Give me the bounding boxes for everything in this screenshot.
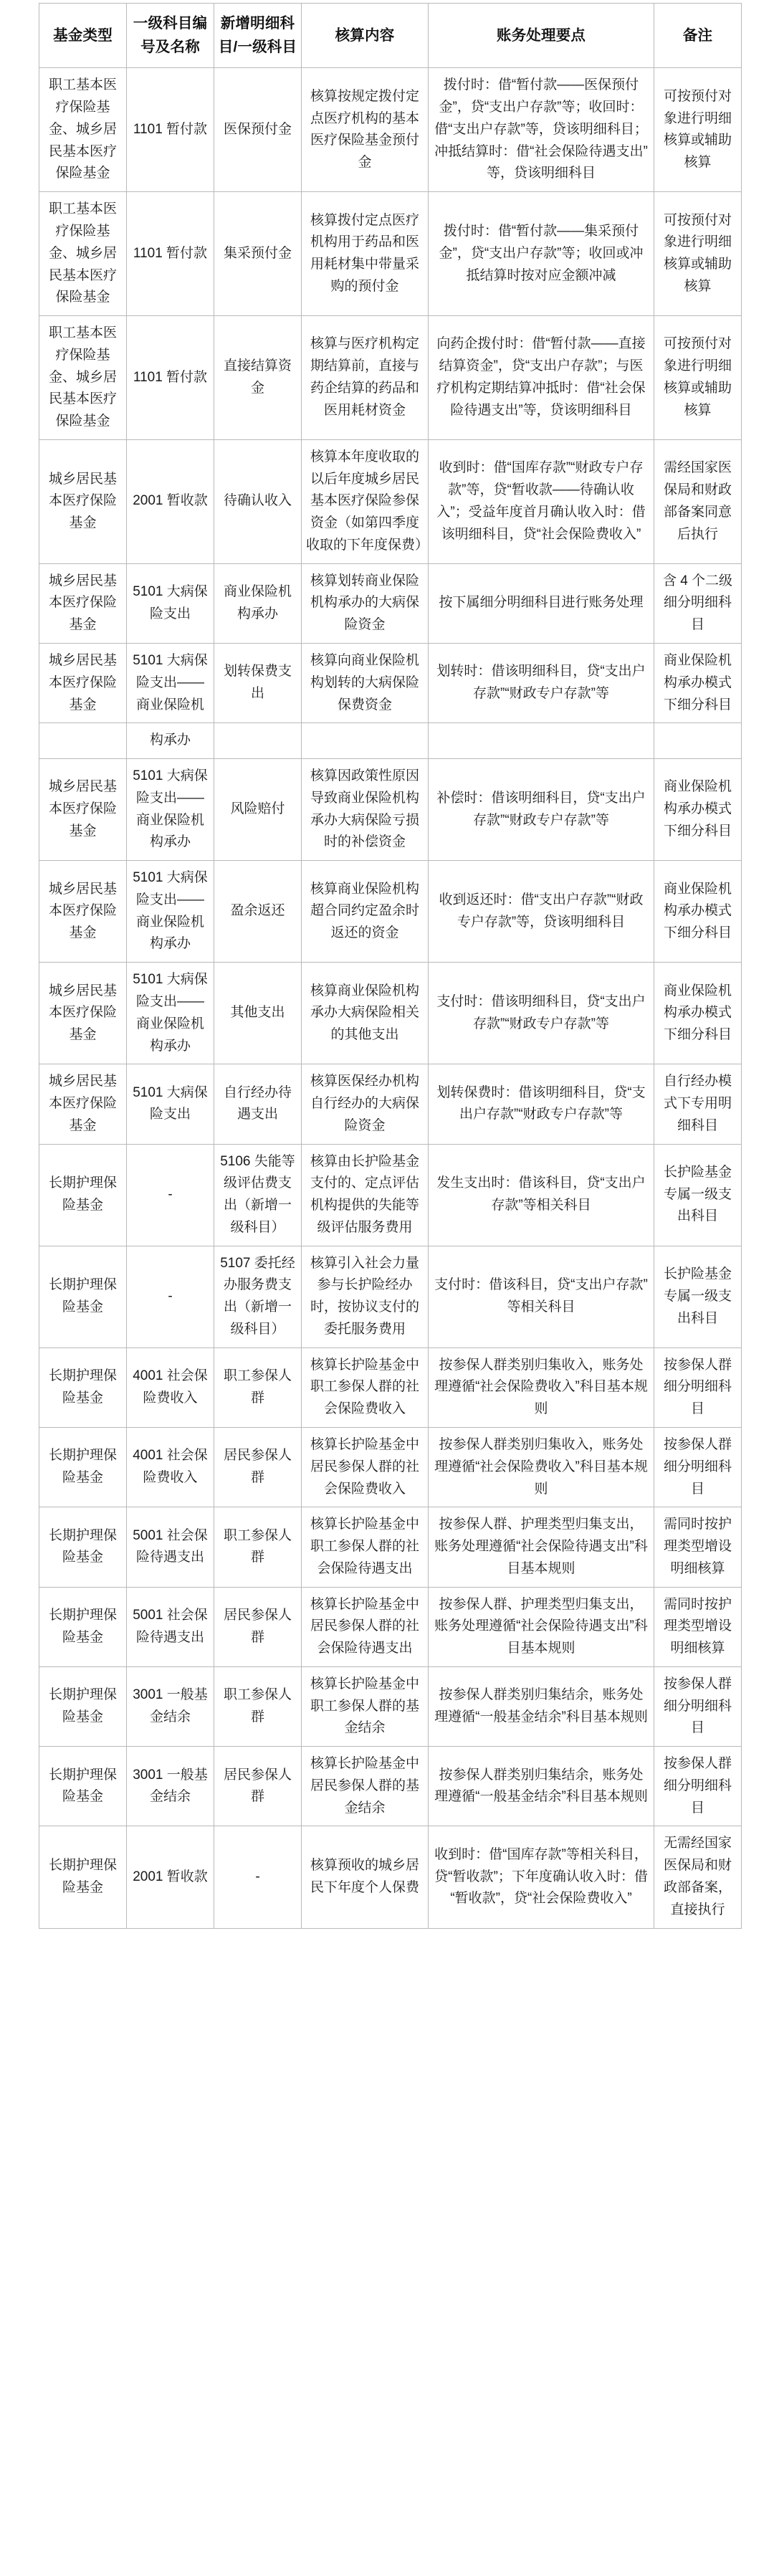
cell-points: 按参保人群类别归集结余，账务处理遵循“一般基金结余”科目基本规则 [429, 1666, 654, 1746]
cell-points: 划转保费时：借该明细科目，贷“支出户存款”“财政专户存款”等 [429, 1064, 654, 1144]
cell-content: 核算长护险基金中居民参保人群的社会保险待遇支出 [302, 1587, 429, 1666]
cell-fund-type: 城乡居民基本医疗保险基金 [39, 644, 127, 723]
cell-content: 核算长护险基金中职工参保人群的社会保险待遇支出 [302, 1507, 429, 1587]
cell-content: 核算商业保险机构超合同约定盈余时返还的资金 [302, 861, 429, 963]
cell-points: 支付时：借该明细科目，贷“支出户存款”“财政专户存款”等 [429, 963, 654, 1064]
cell-points: 按参保人群类别归集收入，账务处理遵循“社会保险费收入”科目基本规则 [429, 1347, 654, 1427]
cell-new-subject: 5106 失能等级评估费支出（新增一级科目） [214, 1144, 302, 1246]
cell-fund-type: 城乡居民基本医疗保险基金 [39, 1064, 127, 1144]
cell-fund-type: 长期护理保险基金 [39, 1666, 127, 1746]
column-header-new-subject: 新增明细科目/一级科目 [214, 4, 302, 68]
column-header-fund-type: 基金类型 [39, 4, 127, 68]
cell-points: 拨付时：借“暂付款——集采预付金”，贷“支出户存款”等；收回或冲抵结算时按对应金额冲减 [429, 192, 654, 316]
cell-new-subject: 居民参保人群 [214, 1747, 302, 1826]
cell-note: 含 4 个二级细分明细科目 [654, 563, 742, 643]
cell-note: 可按预付对象进行明细核算或辅助核算 [654, 316, 742, 440]
table-row [39, 1587, 742, 1666]
cell-new-subject: 划转保费支出 [214, 644, 302, 723]
table-row [39, 1144, 742, 1246]
cell-note: 商业保险机构承办模式下细分科目 [654, 759, 742, 861]
cell-primary-code: 构承办 [127, 723, 214, 759]
cell-points: 按参保人群类别归集结余，账务处理遵循“一般基金结余”科目基本规则 [429, 1747, 654, 1826]
cell-content: 核算商业保险机构承办大病保险相关的其他支出 [302, 963, 429, 1064]
cell-content: 核算因政策性原因导致商业保险机构承办大病保险亏损时的补偿资金 [302, 759, 429, 861]
column-header-content: 核算内容 [302, 4, 429, 68]
cell-new-subject: 其他支出 [214, 963, 302, 1064]
cell-points: 按参保人群、护理类型归集支出，账务处理遵循“社会保险待遇支出”科目基本规则 [429, 1507, 654, 1587]
cell-new-subject [214, 723, 302, 759]
cell-content: 核算医保经办机构自行经办的大病保险资金 [302, 1064, 429, 1144]
cell-points [429, 723, 654, 759]
cell-primary-code: 4001 社会保险费收入 [127, 1347, 214, 1427]
cell-content: 核算长护险基金中居民参保人群的基金结余 [302, 1747, 429, 1826]
cell-fund-type: 职工基本医疗保险基金、城乡居民基本医疗保险基金 [39, 316, 127, 440]
table-row [39, 563, 742, 643]
cell-fund-type: 长期护理保险基金 [39, 1826, 127, 1928]
cell-fund-type: 长期护理保险基金 [39, 1587, 127, 1666]
cell-new-subject: 职工参保人群 [214, 1347, 302, 1427]
cell-note: 商业保险机构承办模式下细分科目 [654, 644, 742, 723]
cell-points: 收到时：借“国库存款”“财政专户存款”等，贷“暂收款——待确认收入”；受益年度首月确认收入时：借该明细科目，贷“社会保险费收入” [429, 439, 654, 563]
table-row [39, 861, 742, 963]
table-row [39, 644, 742, 723]
cell-fund-type: 城乡居民基本医疗保险基金 [39, 439, 127, 563]
cell-points: 发生支出时：借该科目，贷“支出户存款”等相关科目 [429, 1144, 654, 1246]
table-row [39, 963, 742, 1064]
cell-note: 可按预付对象进行明细核算或辅助核算 [654, 68, 742, 192]
cell-primary-code: 3001 一般基金结余 [127, 1666, 214, 1746]
cell-fund-type: 职工基本医疗保险基金、城乡居民基本医疗保险基金 [39, 192, 127, 316]
cell-note: 需同时按护理类型增设明细核算 [654, 1587, 742, 1666]
cell-fund-type: 长期护理保险基金 [39, 1246, 127, 1347]
cell-fund-type: 城乡居民基本医疗保险基金 [39, 861, 127, 963]
table-row [39, 1347, 742, 1427]
cell-new-subject: 待确认收入 [214, 439, 302, 563]
cell-points: 补偿时：借该明细科目，贷“支出户存款”“财政专户存款”等 [429, 759, 654, 861]
cell-fund-type: 长期护理保险基金 [39, 1144, 127, 1246]
cell-content: 核算长护险基金中职工参保人群的社会保险费收入 [302, 1347, 429, 1427]
cell-fund-type: 城乡居民基本医疗保险基金 [39, 563, 127, 643]
cell-primary-code: - [127, 1246, 214, 1347]
cell-new-subject: 自行经办待遇支出 [214, 1064, 302, 1144]
column-header-points: 账务处理要点 [429, 4, 654, 68]
cell-new-subject: 居民参保人群 [214, 1427, 302, 1507]
accounting-subjects-table [39, 3, 742, 1929]
cell-fund-type: 长期护理保险基金 [39, 1507, 127, 1587]
cell-primary-code: 1101 暂付款 [127, 316, 214, 440]
cell-new-subject: 盈余返还 [214, 861, 302, 963]
cell-new-subject: 职工参保人群 [214, 1507, 302, 1587]
cell-fund-type: 长期护理保险基金 [39, 1747, 127, 1826]
cell-note: 按参保人群细分明细科目 [654, 1747, 742, 1826]
cell-note: 按参保人群细分明细科目 [654, 1666, 742, 1746]
cell-note: 需同时按护理类型增设明细核算 [654, 1507, 742, 1587]
cell-primary-code: 5101 大病保险支出——商业保险机构承办 [127, 861, 214, 963]
table-row [39, 439, 742, 563]
cell-new-subject: 集采预付金 [214, 192, 302, 316]
cell-note: 长护险基金专属一级支出科目 [654, 1144, 742, 1246]
table-row [39, 68, 742, 192]
cell-primary-code: 5101 大病保险支出——商业保险机 [127, 644, 214, 723]
cell-points: 拨付时：借“暂付款——医保预付金”，贷“支出户存款”等；收回时：借“支出户存款”等，贷该明细科目；冲抵结算时：借“社会保险待遇支出”等，贷该明细科目 [429, 68, 654, 192]
cell-fund-type: 城乡居民基本医疗保险基金 [39, 759, 127, 861]
table-body [39, 68, 742, 1928]
cell-primary-code: 5101 大病保险支出 [127, 563, 214, 643]
cell-fund-type [39, 723, 127, 759]
cell-note: 无需经国家医保局和财政部备案，直接执行 [654, 1826, 742, 1928]
cell-content: 核算预收的城乡居民下年度个人保费 [302, 1826, 429, 1928]
cell-new-subject: 职工参保人群 [214, 1666, 302, 1746]
cell-new-subject: 医保预付金 [214, 68, 302, 192]
cell-note: 按参保人群细分明细科目 [654, 1347, 742, 1427]
cell-note: 自行经办模式下专用明细科目 [654, 1064, 742, 1144]
cell-points: 向药企拨付时：借“暂付款——直接结算资金”，贷“支出户存款”；与医疗机构定期结算冲抵时：借“社会保险待遇支出”等，贷该明细科目 [429, 316, 654, 440]
cell-new-subject: 5107 委托经办服务费支出（新增一级科目） [214, 1246, 302, 1347]
table-row [39, 1427, 742, 1507]
cell-primary-code: 5101 大病保险支出——商业保险机构承办 [127, 759, 214, 861]
cell-content: 核算长护险基金中居民参保人群的社会保险费收入 [302, 1427, 429, 1507]
cell-note: 商业保险机构承办模式下细分科目 [654, 963, 742, 1064]
cell-primary-code: 1101 暂付款 [127, 68, 214, 192]
cell-primary-code: - [127, 1144, 214, 1246]
table-row [39, 316, 742, 440]
cell-points: 收到返还时：借“支出户存款”“财政专户存款”等，贷该明细科目 [429, 861, 654, 963]
cell-primary-code: 5001 社会保险待遇支出 [127, 1587, 214, 1666]
cell-primary-code: 5101 大病保险支出——商业保险机构承办 [127, 963, 214, 1064]
cell-fund-type: 城乡居民基本医疗保险基金 [39, 963, 127, 1064]
table-row [39, 759, 742, 861]
cell-fund-type: 职工基本医疗保险基金、城乡居民基本医疗保险基金 [39, 68, 127, 192]
table-row [39, 1747, 742, 1826]
cell-fund-type: 长期护理保险基金 [39, 1347, 127, 1427]
cell-primary-code: 5001 社会保险待遇支出 [127, 1507, 214, 1587]
table-row [39, 1826, 742, 1928]
cell-content: 核算划转商业保险机构承办的大病保险资金 [302, 563, 429, 643]
cell-note: 按参保人群细分明细科目 [654, 1427, 742, 1507]
cell-note [654, 723, 742, 759]
table-row [39, 723, 742, 759]
cell-points: 按参保人群、护理类型归集支出，账务处理遵循“社会保险待遇支出”科目基本规则 [429, 1587, 654, 1666]
cell-note: 商业保险机构承办模式下细分科目 [654, 861, 742, 963]
cell-content: 核算拨付定点医疗机构用于药品和医用耗材集中带量采购的预付金 [302, 192, 429, 316]
cell-primary-code: 5101 大病保险支出 [127, 1064, 214, 1144]
cell-primary-code: 2001 暂收款 [127, 1826, 214, 1928]
cell-fund-type: 长期护理保险基金 [39, 1427, 127, 1507]
table-row [39, 1507, 742, 1587]
cell-points: 收到时：借“国库存款”等相关科目，贷“暂收款”；下年度确认收入时：借“暂收款”，贷“社会保险费收入” [429, 1826, 654, 1928]
cell-primary-code: 2001 暂收款 [127, 439, 214, 563]
cell-points: 按下属细分明细科目进行账务处理 [429, 563, 654, 643]
cell-primary-code: 4001 社会保险费收入 [127, 1427, 214, 1507]
header-row [39, 4, 742, 68]
cell-primary-code: 3001 一般基金结余 [127, 1747, 214, 1826]
table-header [39, 4, 742, 68]
column-header-note: 备注 [654, 4, 742, 68]
table-row [39, 192, 742, 316]
cell-note: 需经国家医保局和财政部备案同意后执行 [654, 439, 742, 563]
cell-content: 核算按规定拨付定点医疗机构的基本医疗保险基金预付金 [302, 68, 429, 192]
cell-new-subject: 风险赔付 [214, 759, 302, 861]
cell-content: 核算由长护险基金支付的、定点评估机构提供的失能等级评估服务费用 [302, 1144, 429, 1246]
cell-primary-code: 1101 暂付款 [127, 192, 214, 316]
column-header-primary-code: 一级科目编号及名称 [127, 4, 214, 68]
table-row [39, 1064, 742, 1144]
cell-new-subject: - [214, 1826, 302, 1928]
cell-content: 核算引入社会力量参与长护险经办时，按协议支付的委托服务费用 [302, 1246, 429, 1347]
cell-note: 长护险基金专属一级支出科目 [654, 1246, 742, 1347]
cell-points: 划转时：借该明细科目，贷“支出户存款”“财政专户存款”等 [429, 644, 654, 723]
cell-content: 核算长护险基金中职工参保人群的基金结余 [302, 1666, 429, 1746]
cell-note: 可按预付对象进行明细核算或辅助核算 [654, 192, 742, 316]
cell-new-subject: 居民参保人群 [214, 1587, 302, 1666]
cell-new-subject: 商业保险机构承办 [214, 563, 302, 643]
cell-content: 核算本年度收取的以后年度城乡居民基本医疗保险参保资金（如第四季度收取的下年度保费） [302, 439, 429, 563]
cell-points: 按参保人群类别归集收入，账务处理遵循“社会保险费收入”科目基本规则 [429, 1427, 654, 1507]
cell-content [302, 723, 429, 759]
table-row [39, 1246, 742, 1347]
cell-content: 核算与医疗机构定期结算前，直接与药企结算的药品和医用耗材资金 [302, 316, 429, 440]
cell-content: 核算向商业保险机构划转的大病保险保费资金 [302, 644, 429, 723]
cell-new-subject: 直接结算资金 [214, 316, 302, 440]
table-row [39, 1666, 742, 1746]
cell-points: 支付时：借该科目，贷“支出户存款”等相关科目 [429, 1246, 654, 1347]
